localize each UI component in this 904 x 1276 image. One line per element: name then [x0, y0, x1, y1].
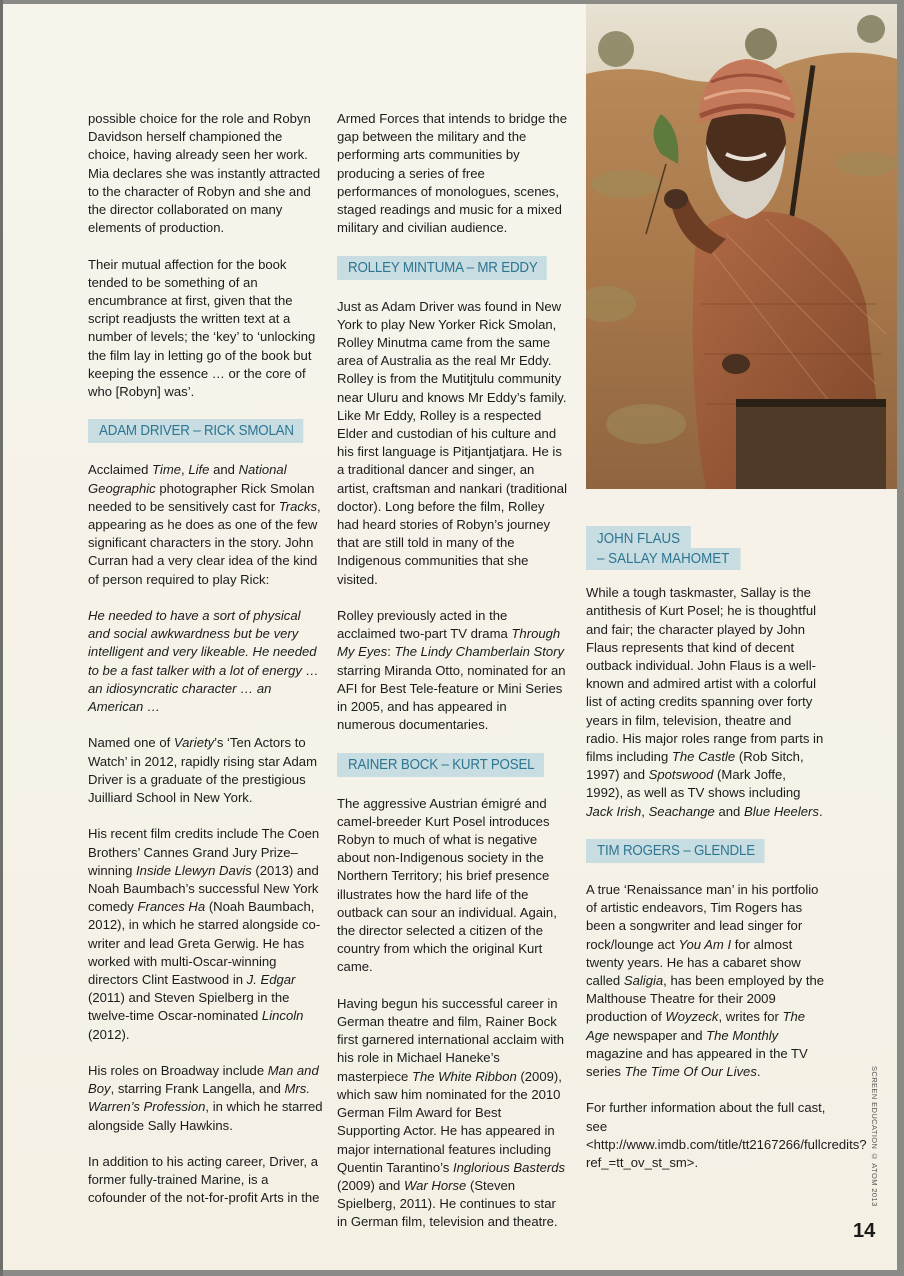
- italic-title: Variety: [173, 735, 215, 751]
- italic-title: Seachange: [648, 803, 715, 819]
- text-run: magazine and has appeared in the TV series: [586, 1045, 808, 1080]
- paragraph: [88, 734, 324, 807]
- text-run: Rolley previously acted in the acclaimed two-part TV drama: [337, 608, 512, 642]
- paragraph: [88, 1062, 324, 1135]
- text-run: , appearing as he does as one of the few significant characters in the story. John Curran had a very clear idea of the kind of person required to play Rick:: [88, 498, 321, 587]
- italic-title: Saligia: [623, 973, 664, 989]
- paragraph: For further information about the full cast, see <http://www.imdb.com/title/tt2167266/fullcredits?ref_=tt_ov_st_sm>.: [586, 1100, 867, 1171]
- heading-line-2: – SALLAY MAHOMET: [586, 548, 740, 570]
- italic-title: The Age: [586, 1009, 806, 1043]
- magazine-page: [3, 4, 897, 1270]
- text-run: .: [818, 803, 823, 819]
- text-run: for almost twenty years. He has a cabaret show called: [586, 936, 801, 989]
- text-run: , in which he starred alongside Sally Hawkins.: [88, 1099, 323, 1133]
- text-run: (2012).: [88, 1026, 130, 1042]
- italic-title: The Monthly: [706, 1027, 779, 1043]
- italic-title: Man and Boy: [88, 1063, 319, 1097]
- paragraph: [88, 825, 324, 1043]
- section-heading-john-flaus: [586, 526, 826, 570]
- paragraph: The aggressive Austrian émigré and camel-breeder Kurt Posel introduces Robyn to much of what is negative about non-Indigenous society in the Northern Territory; his brief presence illustrates how the hard life of the outback can sour an individual. Again, the director selected a citizen of the country from which the original Kurt came.: [337, 795, 557, 975]
- italic-title: The Lindy Chamberlain Story: [394, 644, 565, 660]
- text-run: newspaper and: [609, 1027, 707, 1043]
- text-run: ,: [181, 462, 189, 478]
- text-run: ’s ‘Ten Actors to Watch’ in 2012, rapidly rising star Adam Driver is a graduate of the prestigious Juilliard School in New York.: [88, 735, 317, 806]
- italic-title: Jack Irish: [586, 803, 642, 819]
- paragraph: Armed Forces that intends to bridge the gap between the military and the performing arts communities by producing a series of free performances of monologues, scenes, staged readings and music for a mixed military and civilian audience.: [337, 111, 567, 236]
- text-run: , starring Frank Langella, and: [110, 1081, 285, 1097]
- text-run: (2009) and: [337, 1177, 404, 1193]
- text-run: (Rob Sitch, 1997) and: [586, 749, 804, 783]
- italic-title: War Horse: [403, 1177, 467, 1193]
- italic-title: Tracks: [278, 498, 318, 514]
- text-run: (Mark Joffe, 1992), as well as TV shows including: [586, 767, 801, 801]
- paragraph: [586, 584, 826, 821]
- section-heading-tim-rogers: TIM ROGERS – GLENDLE: [586, 839, 764, 863]
- text-run: and: [209, 462, 239, 478]
- text-run: (Steven Spielberg, 2011). He continues to star in German film, television and theatre.: [337, 1177, 558, 1230]
- italic-title: Mrs. Warren’s Profession: [88, 1081, 310, 1115]
- italic-title: Blue Heelers: [743, 803, 819, 819]
- text-run: A true ‘Renaissance man’ in his portfolio of artistic endeavors, Tim Rogers has been a songwriter and lead singer for rock/lounge act: [586, 882, 819, 952]
- italic-title: National Geographic: [88, 462, 287, 496]
- paragraph: In addition to his acting career, Driver, a former fully-trained Marine, is a cofounder of the not-for-profit Arts in the: [88, 1154, 320, 1206]
- publication-credit: SCREEN EDUCATION © ATOM 2013: [870, 1066, 879, 1207]
- paragraph: [586, 881, 826, 1081]
- text-run: , writes for: [718, 1009, 783, 1025]
- italic-title: Inside Llewyn Davis: [136, 862, 252, 878]
- section-heading-adam-driver: ADAM DRIVER – RICK SMOLAN: [88, 419, 303, 443]
- italic-title: Inglorious Basterds: [452, 1159, 566, 1175]
- italic-title: Through My Eyes: [337, 626, 561, 660]
- section-heading-rainer-bock: RAINER BOCK – KURT POSEL: [337, 753, 544, 777]
- text-column-3: [586, 526, 867, 1172]
- text-run: .: [756, 1064, 761, 1080]
- text-run: (2011) and Steven Spielberg in the twelve-time Oscar-nominated: [88, 990, 290, 1024]
- text-column-2: [337, 110, 567, 1232]
- paragraph: Just as Adam Driver was found in New York to play New Yorker Rick Smolan, Rolley Minutma came from the same area of Australia as the real Mr Eddy. Rolley is from the Mutitjtulu community near Uluru and knows Mr Eddy’s family. Like Mr Eddy, Rolley is a respected Elder and custodian of his culture and his first language is Pitjantjatjara. He is a traditional dancer and singer, an artist, craftsman and nankari (traditional doctor). Long before the film, Rolley had heard stories of Robyn’s journey that are still told in many of the Indigenous communities that she visited.: [337, 298, 567, 587]
- text-run: photographer Rick Smolan needed to be sensitively cast for: [88, 480, 315, 514]
- text-run: His recent film credits include The Coen Brothers’ Cannes Grand Jury Prize–winning: [88, 826, 320, 878]
- text-run: ,: [641, 803, 649, 819]
- text-run: Acclaimed: [88, 462, 153, 478]
- italic-title: Spotswood: [648, 767, 714, 783]
- text-run: starring Miranda Otto, nominated for an AFI for Best Tele-feature or Mini Series in 2005, and has appeared in numerous documentaries.: [337, 662, 566, 733]
- italic-title: J. Edgar: [246, 972, 296, 988]
- italic-title: The White Ribbon: [411, 1068, 517, 1084]
- page-number: 14: [853, 1220, 876, 1242]
- italic-title: Frances Ha: [137, 899, 206, 915]
- italic-title: The Castle: [671, 749, 736, 765]
- paragraph: [337, 995, 567, 1232]
- italic-title: You Am I: [678, 936, 732, 952]
- text-run: Having begun his successful career in German theatre and film, Rainer Bock first garnered international acclaim with his role in Michael Haneke’s masterpiece: [337, 995, 565, 1084]
- text-run: His roles on Broadway include: [88, 1063, 268, 1079]
- elder-portrait-photo: [586, 4, 897, 489]
- paragraph: [337, 607, 567, 734]
- text-run: Named one of: [88, 735, 174, 751]
- heading-line-1: JOHN FLAUS: [586, 526, 691, 548]
- text-run: (2013) and Noah Baumbach’s successful New York comedy: [88, 862, 319, 915]
- paragraph: Their mutual affection for the book tended to be something of an encumbrance at first, given that the script readjusts the written text at a number of levels; the ‘key’ to ‘unlocking the film lay in letting go of the book but keeping the essence … or the core of who [Robyn] was’.: [88, 256, 316, 400]
- text-column-1: [88, 110, 324, 1208]
- text-run: While a tough taskmaster, Sallay is the antithesis of Kurt Posel; he is thoughtful and fair; the character played by John Flaus represents that kind of decent outback individual. John Flaus is a well-known and admired artist with a colorful list of acting credits spanning over forty years in film, television, theatre and radio. His major roles range from parts in films including: [586, 585, 824, 765]
- text-run: (Noah Baumbach, 2012), in which he starred alongside co-writer and lead Greta Gerwig. He has worked with multi-Oscar-winning directors Clint Eastwood in: [88, 899, 321, 988]
- text-run: :: [387, 644, 395, 660]
- italic-title: The Time Of Our Lives: [624, 1064, 757, 1080]
- text-run: and: [714, 803, 744, 819]
- paragraph: [88, 461, 324, 588]
- section-heading-rolley-mintuma: ROLLEY MINTUMA – MR EDDY: [337, 256, 547, 280]
- quote-text: He needed to have a sort of physical and social awkwardness but be very intelligent and very likeable. He needed to be a fast talker with a lot of energy … an idiosyncratic character … an American …: [88, 608, 319, 715]
- italic-title: Life: [188, 462, 210, 478]
- italic-title: Lincoln: [261, 1008, 304, 1024]
- paragraph: possible choice for the role and Robyn Davidson herself championed the choice, having already seen her work. Mia declares she was instantly attracted to the character of Robyn and she and the director collaborated on many elements of production.: [88, 111, 321, 236]
- italic-title: Time: [152, 462, 182, 478]
- quote-paragraph: [88, 607, 324, 716]
- text-run: , has been employed by the Malthouse Theatre for their 2009 production of: [586, 973, 825, 1025]
- italic-title: Woyzeck: [665, 1009, 719, 1025]
- text-run: (2009), which saw him nominated for the 2010 German Film Award for Best Supporting Actor. He has appeared in major international features including Quentin Tarantino’s: [337, 1068, 562, 1175]
